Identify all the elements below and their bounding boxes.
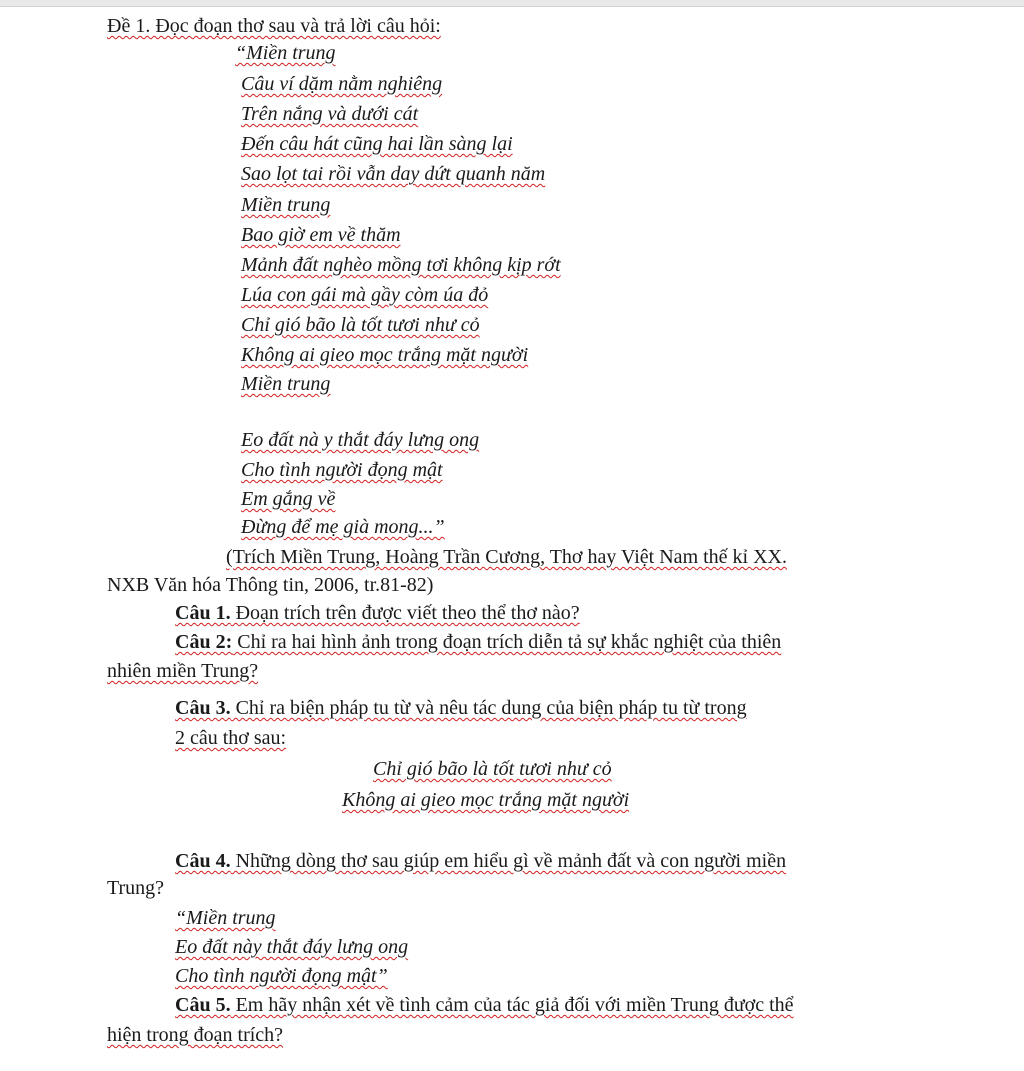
question-label: Câu 1. bbox=[175, 602, 231, 624]
question-label: Câu 3. bbox=[175, 697, 231, 719]
poem-line: Đừng để mẹ già mong...” bbox=[241, 516, 445, 538]
quote-line: “Miền trung bbox=[175, 907, 276, 929]
source-citation-cont: NXB Văn hóa Thông tin, 2006, tr.81-82) bbox=[107, 574, 434, 596]
question-text: Những dòng thơ sau giúp em hiểu gì về mảnh đất và con người miền bbox=[230, 850, 787, 872]
question-5 bbox=[175, 993, 794, 1017]
question-text-cont: nhiên miền Trung? bbox=[107, 660, 259, 682]
poem-line: Em gắng về bbox=[241, 488, 336, 510]
poem-line: Chỉ gió bão là tốt tươi như cỏ bbox=[241, 314, 480, 336]
poem-line: Eo đất nà y thắt đáy lưng ong bbox=[241, 429, 480, 451]
question-text: Chỉ ra biện pháp tu từ và nêu tác dung của biện pháp tu từ trong bbox=[230, 697, 747, 719]
poem-line: Không ai gieo mọc trắng mặt người bbox=[241, 344, 529, 366]
question-1 bbox=[175, 601, 580, 625]
question-text-cont: hiện trong đoạn trích? bbox=[107, 1024, 284, 1046]
poem-line: Miền trung bbox=[241, 373, 331, 395]
question-text: Đoạn trích trên được viết theo thể thơ nào? bbox=[230, 602, 580, 624]
question-text: Chỉ ra hai hình ảnh trong đoạn trích diễn tả sự khắc nghiệt của thiên bbox=[232, 631, 782, 653]
poem-line: Sao lọt tai rồi vẫn day dứt quanh năm bbox=[241, 163, 546, 185]
poem-line: Trên nắng và dưới cát bbox=[241, 103, 419, 125]
poem-line: Lúa con gái mà gầy còm úa đỏ bbox=[241, 284, 489, 306]
quote-line: Không ai gieo mọc trắng mặt người bbox=[342, 789, 630, 811]
poem-line: Đến câu hát cũng hai lần sàng lại bbox=[241, 133, 513, 155]
question-label: Câu 4. bbox=[175, 850, 231, 872]
question-label: Câu 5. bbox=[175, 994, 231, 1016]
question-3 bbox=[175, 696, 747, 720]
poem-line: Bao giờ em về thăm bbox=[241, 224, 401, 246]
question-text-cont: 2 câu thơ sau: bbox=[175, 727, 287, 749]
source-citation: (Trích Miền Trung, Hoàng Trần Cương, Thơ hay Việt Nam thế kỉ XX. bbox=[226, 546, 787, 568]
quote-line: Eo đất này thắt đáy lưng ong bbox=[175, 936, 409, 958]
quote-line: Chỉ gió bão là tốt tươi như cỏ bbox=[373, 758, 612, 780]
question-2 bbox=[175, 630, 781, 654]
question-label: Câu 2: bbox=[175, 631, 233, 653]
poem-line: Miền trung bbox=[241, 194, 331, 216]
question-text: Em hãy nhận xét về tình cảm của tác giả đối với miền Trung được thể bbox=[230, 994, 794, 1016]
exam-title: Đề 1. Đọc đoạn thơ sau và trả lời câu hỏi: bbox=[107, 15, 441, 37]
question-text-cont: Trung? bbox=[107, 877, 165, 899]
poem-line: Câu ví dặm nằm nghiêng bbox=[241, 73, 443, 95]
poem-line: “Miền trung bbox=[235, 42, 336, 64]
poem-line: Cho tình người đọng mật bbox=[241, 459, 443, 481]
poem-line: Mảnh đất nghèo mồng tơi không kịp rớt bbox=[241, 254, 561, 276]
question-4 bbox=[175, 849, 786, 873]
quote-line: Cho tình người đọng mật” bbox=[175, 965, 388, 987]
